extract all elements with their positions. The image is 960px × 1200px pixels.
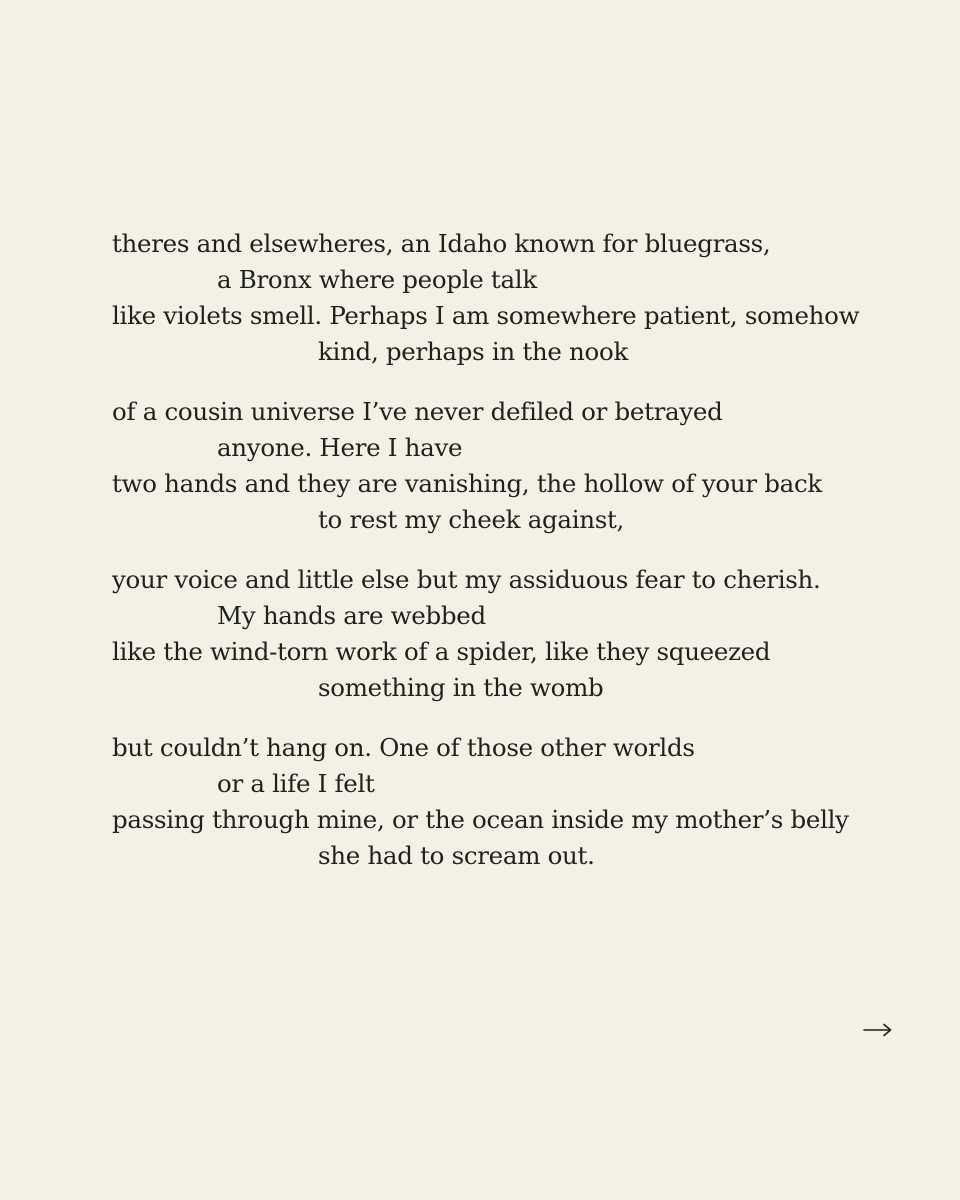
next-page-button[interactable] <box>862 1014 894 1046</box>
poem-line: something in the womb <box>318 673 604 702</box>
poem-line: My hands are webbed <box>217 601 486 630</box>
poem-line: to rest my cheek against, <box>318 505 625 534</box>
poem-line: she had to scream out. <box>318 841 595 870</box>
poem-line: anyone. Here I have <box>217 433 463 462</box>
poem-line: but couldn’t hang on. One of those other worlds <box>112 733 695 762</box>
poem-line: of a cousin universe I’ve never defiled or betrayed <box>112 397 723 426</box>
poem-line: passing through mine, or the ocean inside my mother’s belly <box>112 805 849 834</box>
poem-line: like the wind-torn work of a spider, like they squeezed <box>112 637 771 666</box>
stanza-1 <box>112 226 912 370</box>
arrow-right-icon <box>863 1023 893 1037</box>
poem-line: kind, perhaps in the nook <box>318 337 628 366</box>
poem-line: your voice and little else but my assiduous fear to cherish. <box>112 565 821 594</box>
stanza-4 <box>112 730 912 874</box>
poem-line: theres and elsewheres, an Idaho known for bluegrass, <box>112 229 771 258</box>
poem-line: two hands and they are vanishing, the hollow of your back <box>112 469 822 498</box>
poem-line: a Bronx where people talk <box>217 265 537 294</box>
poem <box>112 226 912 898</box>
poem-line: like violets smell. Perhaps I am somewhere patient, somehow <box>112 301 860 330</box>
stanza-3 <box>112 562 912 706</box>
stanza-2 <box>112 394 912 538</box>
poem-line: or a life I felt <box>217 769 375 798</box>
